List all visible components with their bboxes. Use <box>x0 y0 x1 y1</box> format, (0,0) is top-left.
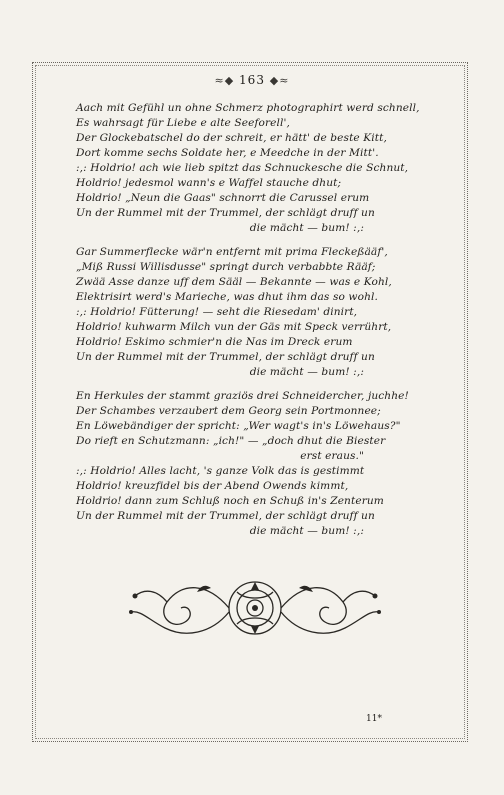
verse-line: Holdrio! kuhwarm Milch vun der Gäs mit Speck verrührt, <box>76 321 392 333</box>
decorative-vignette-icon <box>127 572 383 644</box>
verse-line: Un der Rummel mit der Trummel, der schlägt druff un <box>76 510 375 522</box>
verse-line: Un der Rummel mit der Trummel, der schlägt druff un <box>76 351 375 363</box>
verse-line: Es wahrsagt für Liebe e alte Seeforell', <box>76 117 290 129</box>
verse-line: :,: Holdrio! ach wie lieb spitzt das Schnuckesche die Schnut, <box>76 162 409 174</box>
page-header <box>0 73 504 87</box>
verse-line: :,: Holdrio! Fütterung! — seht die Riesedam' dinirt, <box>76 306 358 318</box>
verse-line: Aach mit Gefühl un ohne Schmerz photographirt werd schnell, <box>76 102 420 114</box>
verse-line: Do rieft en Schutzmann: „ich!" — „doch dhut die Biester <box>76 435 386 447</box>
verse-line: Der Schambes verzaubert dem Georg sein Portmonnee; <box>76 405 381 417</box>
verse-line: Holdrio! kreuzfidel bis der Abend Owends kimmt, <box>76 480 349 492</box>
verse-line: :,: Holdrio! Alles lacht, 's ganze Volk das is gestimmt <box>76 465 365 477</box>
ornament-right: ◆≈ <box>269 74 290 87</box>
verse-line: Zwää Asse danze uff dem Sääl — Bekannte — was e Kohl, <box>76 276 392 288</box>
verse-line: Dort komme sechs Soldate her, e Meedche in der Mitt'. <box>76 147 379 159</box>
verse-line-continuation: erst eraus." <box>300 450 364 462</box>
verse-line: Holdrio! „Neun die Gaas" schnorrt die Carussel erum <box>76 192 370 204</box>
verse-line-continuation: die mächt — bum! :,: <box>249 525 364 537</box>
verse-line: Holdrio! Eskimo schmier'n die Nas im Dreck erum <box>76 336 353 348</box>
ornament-left: ≈◆ <box>214 74 235 87</box>
stanza-3 <box>76 389 422 539</box>
verse-line: En Herkules der stammt graziös drei Schneidercher, juchhe! <box>76 390 409 402</box>
verse-line: Der Glockebatschel do der schreit, er hätt' de beste Kitt, <box>76 132 387 144</box>
stanza-1 <box>76 101 422 236</box>
verse-line: Un der Rummel mit der Trummel, der schlägt druff un <box>76 207 375 219</box>
printer-signature: 11* <box>366 714 382 724</box>
verse-line: Holdrio! jedesmol wann's e Waffel stauche dhut; <box>76 177 342 189</box>
verse-line: Elektrisirt werd's Marieche, was dhut ihm das so wohl. <box>76 291 378 303</box>
verse-line: „Miß Russi Willisdusse" springt durch verbabbte Rääf; <box>76 261 376 273</box>
verse-line: Gar Summerflecke wär'n entfernt mit prima Fleckeßääf', <box>76 246 388 258</box>
verse-line: En Löwebändiger der spricht: „Wer wagt's in's Löwehaus?" <box>76 420 401 432</box>
verse-line-continuation: die mächt — bum! :,: <box>249 222 364 234</box>
page-number: 163 <box>239 73 265 87</box>
verse-line: Holdrio! dann zum Schluß noch en Schuß in's Zenterum <box>76 495 384 507</box>
stanza-2 <box>76 245 422 380</box>
verse-line-continuation: die mächt — bum! :,: <box>249 366 364 378</box>
